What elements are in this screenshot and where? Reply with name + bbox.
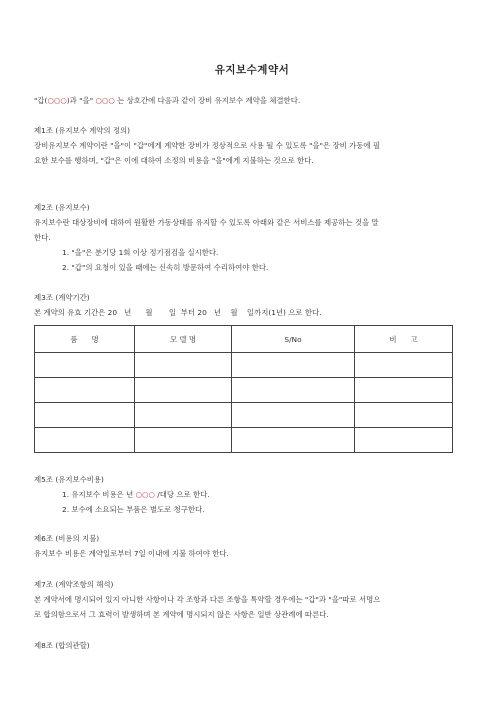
party-a-placeholder: ○○○ (47, 96, 67, 105)
party-b-placeholder: ○○○ (95, 96, 115, 105)
article-2-heading: 제2조 (유지보수) (34, 203, 90, 212)
intro-text-2: )과 "을" (66, 96, 96, 105)
article-1-line-1: 장비유지보수 계약이란 "을"이 "갑"에게 계약한 장비가 정상적으로 사용 될 수 있도록 "을"은 장비 가동에 필 (34, 141, 381, 150)
table-row (35, 428, 453, 453)
article-1-line-2: 요한 보수를 행하며, "갑"은 이에 대하여 소정의 비용을 "을"에게 지불하는 것으로 한다. (34, 156, 314, 165)
article-7-line-1: 본 계약서에 명시되어 있지 아니한 사항이나 각 조항과 다른 조항을 특약할 경우에는 "갑"과 "을"따로 서명으 (34, 595, 381, 604)
table-cell (355, 378, 453, 403)
table-header-row (35, 326, 453, 353)
article-5-item-1-text-1: 1. 유지보수 비용은 년 (62, 490, 136, 499)
intro-paragraph (34, 96, 300, 106)
table-cell (35, 353, 135, 378)
table-cell (232, 428, 355, 453)
table-cell (35, 378, 135, 403)
table-cell (232, 353, 355, 378)
table-cell (355, 353, 453, 378)
article-8-heading: 제8조 (합의관할) (34, 641, 90, 650)
table-cell (232, 403, 355, 428)
column-header-serial: S/No (232, 326, 355, 353)
intro-text-1: "갑( (34, 96, 48, 105)
table-cell (135, 353, 232, 378)
document-title: 유지보수계약서 (214, 64, 290, 76)
article-3-line: 본 계약의 유효 기간은 20 년 월 일 부터 20 년 월 일까지(1년) 으로 한다. (34, 308, 322, 317)
column-header-item-name: 품 명 (35, 326, 135, 353)
table-row (35, 378, 453, 403)
table-row (35, 403, 453, 428)
table-cell (355, 428, 453, 453)
article-2-item-1: 1. "을"은 분기당 1회 이상 정기점검을 실시한다. (62, 248, 219, 257)
article-5-item-1 (62, 490, 210, 500)
article-6-line: 유지보수 비용은 계약일로부터 7일 이내에 지불 하여야 한다. (34, 549, 229, 558)
equipment-table (34, 325, 453, 453)
article-3-heading: 제3조 (계약기간) (34, 293, 90, 302)
article-2-line-2: 한다. (34, 233, 51, 242)
column-header-remarks: 비 고 (355, 326, 453, 353)
table-row (35, 353, 453, 378)
article-2-line-1: 유지보수란 대상장비에 대하여 원활한 가동상태를 유지할 수 있도록 아래와 같은 서비스를 제공하는 것을 말 (34, 218, 379, 227)
column-header-model: 모 델 명 (135, 326, 232, 353)
article-7-heading: 제7조 (계약조항의 해석) (34, 580, 114, 589)
intro-text-3: 는 상호간에 다음과 같이 장비 유지보수 계약을 체결한다. (114, 96, 301, 105)
article-7-line-2: 로 합의함으로서 그 효력이 발생하며 본 계약에 명시되지 않은 사항은 일반 상관례에 따른다. (34, 610, 329, 619)
article-6-heading: 제6조 (비용의 지불) (34, 534, 100, 543)
table-cell (232, 378, 355, 403)
table-cell (135, 378, 232, 403)
article-5-item-1-text-2: /대당 으로 한다. (154, 490, 210, 499)
table-cell (355, 403, 453, 428)
table-cell (35, 428, 135, 453)
article-5-heading: 제5조 (유지보수비용) (34, 475, 104, 484)
article-2-item-2: 2. "갑"의 요청이 있을 때에는 신속히 방문하여 수리하여야 한다. (62, 263, 269, 272)
article-5-item-2: 2. 보수에 소요되는 부품은 별도로 청구한다. (62, 505, 205, 514)
table-cell (135, 428, 232, 453)
article-1-heading: 제1조 (유지보수 계약의 정의) (34, 126, 131, 135)
fee-placeholder: ○○○ (135, 490, 155, 499)
table-cell (35, 403, 135, 428)
table-cell (135, 403, 232, 428)
